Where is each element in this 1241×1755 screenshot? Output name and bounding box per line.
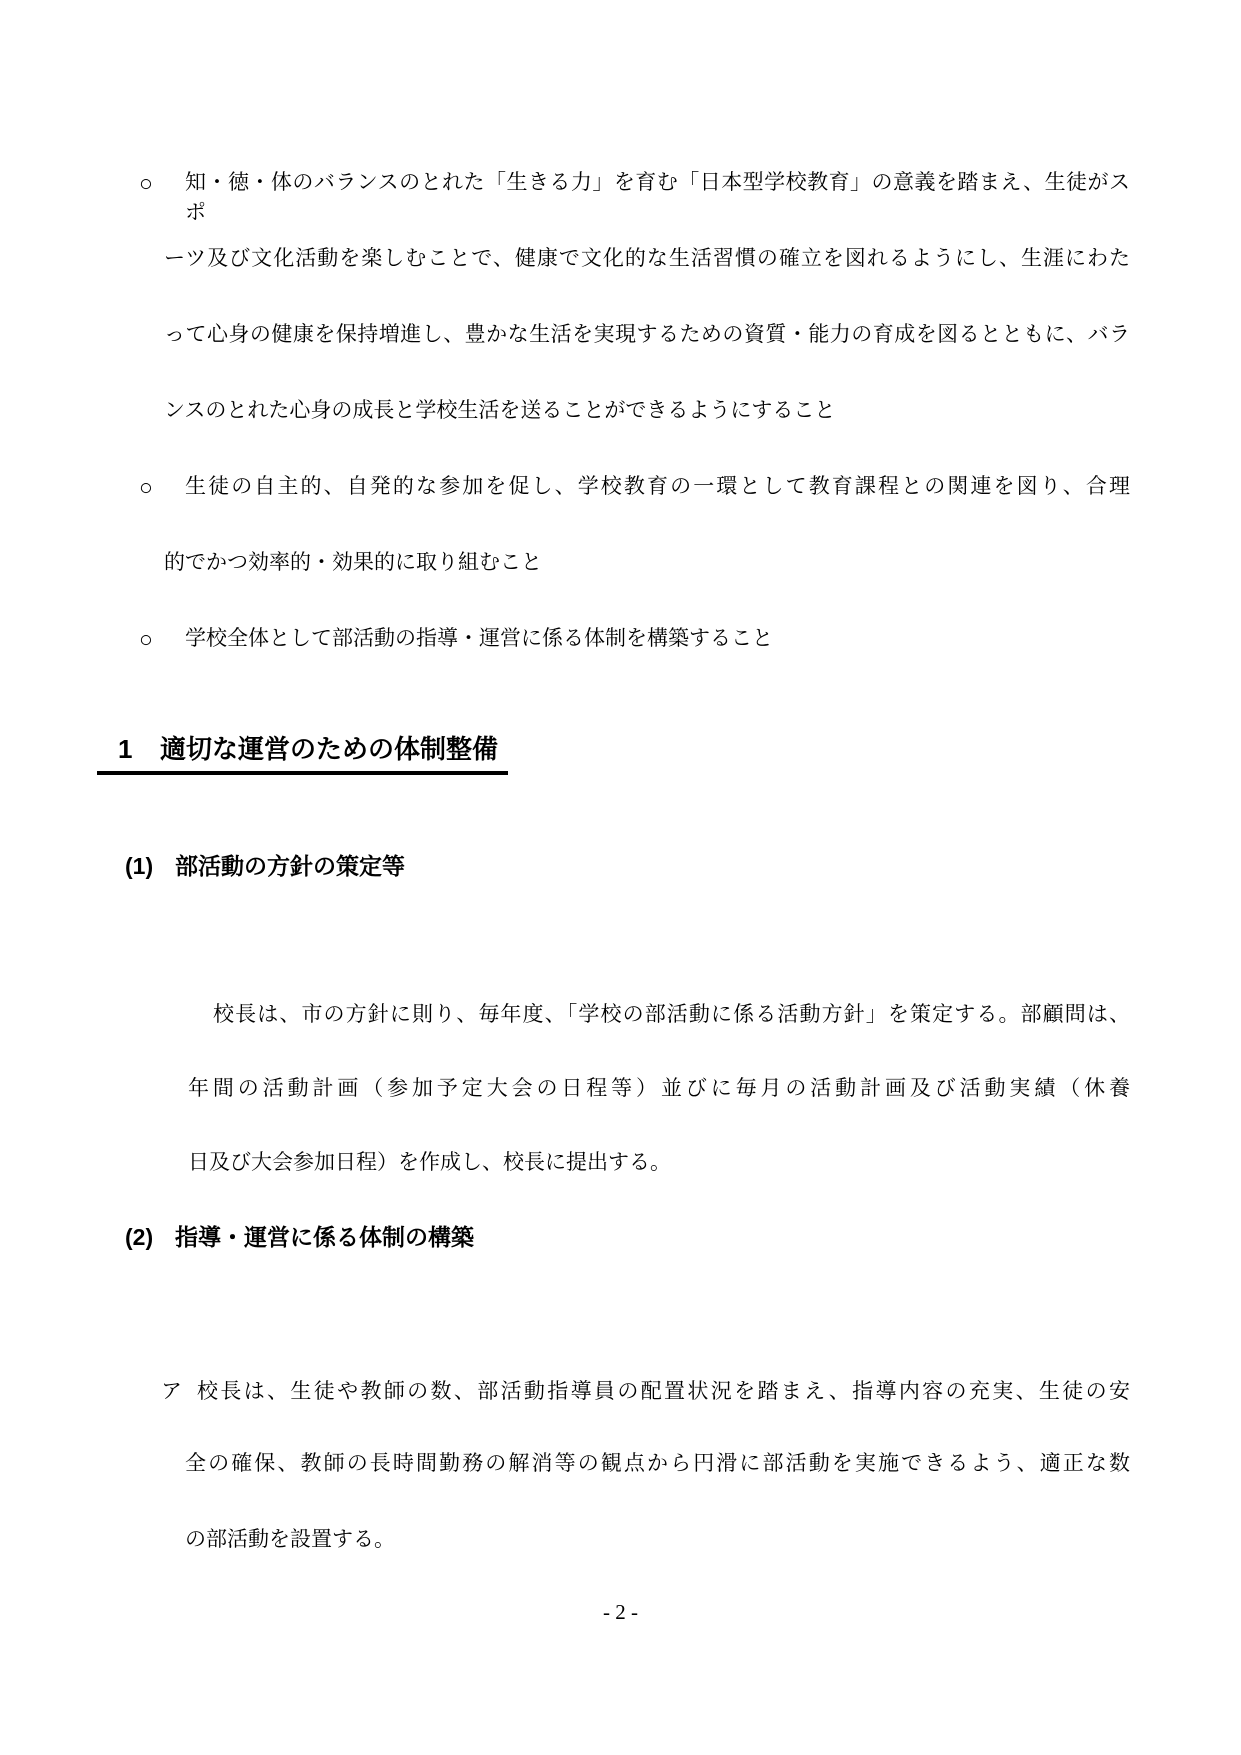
subsection-1-heading (125, 851, 405, 881)
section-heading-title: 適切な運営のための体制整備 (160, 734, 499, 764)
item-a-line-1: 校長は、生徒や教師の数、部活動指導員の配置状況を踏まえ、指導内容の充実、生徒の安 (197, 1380, 1130, 1403)
bullet-1-line-1: 知・徳・体のバランスのとれた「生きる力」を育む「日本型学校教育」の意義を踏まえ、生徒がスポ (185, 171, 1130, 224)
page-number: - 2 - (603, 1600, 638, 1624)
bullet-circle-marker: ○ (139, 474, 153, 500)
item-a-marker: ア (161, 1380, 182, 1403)
subsection-2-number: (2) (125, 1224, 154, 1250)
subsection-1-paragraph-line-2: 年間の活動計画（参加予定大会の日程等）並びに毎月の活動計画及び活動実績（休養 (188, 1077, 1130, 1100)
subsection-1-title: 部活動の方針の策定等 (175, 853, 405, 879)
bullet-3-line-1: 学校全体として部活動の指導・運営に係る体制を構築すること (185, 627, 773, 650)
bullet-1-line-3: って心身の健康を保持増進し、豊かな生活を実現するための資質・能力の育成を図るとともに、バラ (164, 323, 1130, 346)
bullet-1-line-4: ンスのとれた心身の成長と学校生活を送ることができるようにすること (164, 399, 836, 422)
bullet-2-line-2: 的でかつ効率的・効果的に取り組むこと (164, 551, 542, 574)
bullet-2-line-1: 生徒の自主的、自発的な参加を促し、学校教育の一環として教育課程との関連を図り、合理 (185, 475, 1130, 498)
bullet-1-line-2: ーツ及び文化活動を楽しむことで、健康で文化的な生活習慣の確立を図れるようにし、生涯にわた (164, 247, 1130, 270)
bullet-circle-marker: ○ (139, 170, 153, 196)
section-heading (97, 733, 508, 775)
subsection-1-paragraph-line-1: 校長は、市の方針に則り、毎年度、「学校の部活動に係る活動方針」を策定する。部顧問は、 (213, 1003, 1130, 1026)
subsection-2-heading (125, 1222, 474, 1252)
subsection-2-title: 指導・運営に係る体制の構築 (175, 1224, 474, 1250)
section-heading-number: 1 (118, 734, 133, 764)
subsection-1-paragraph-line-3: 日及び大会参加日程）を作成し、校長に提出する。 (188, 1151, 671, 1174)
item-a-line-2: 全の確保、教師の長時間勤務の解消等の観点から円滑に部活動を実施できるよう、適正な数 (185, 1452, 1130, 1475)
bullet-circle-marker: ○ (139, 626, 153, 652)
subsection-1-number: (1) (125, 853, 154, 879)
item-a-line-3: の部活動を設置する。 (185, 1528, 395, 1551)
